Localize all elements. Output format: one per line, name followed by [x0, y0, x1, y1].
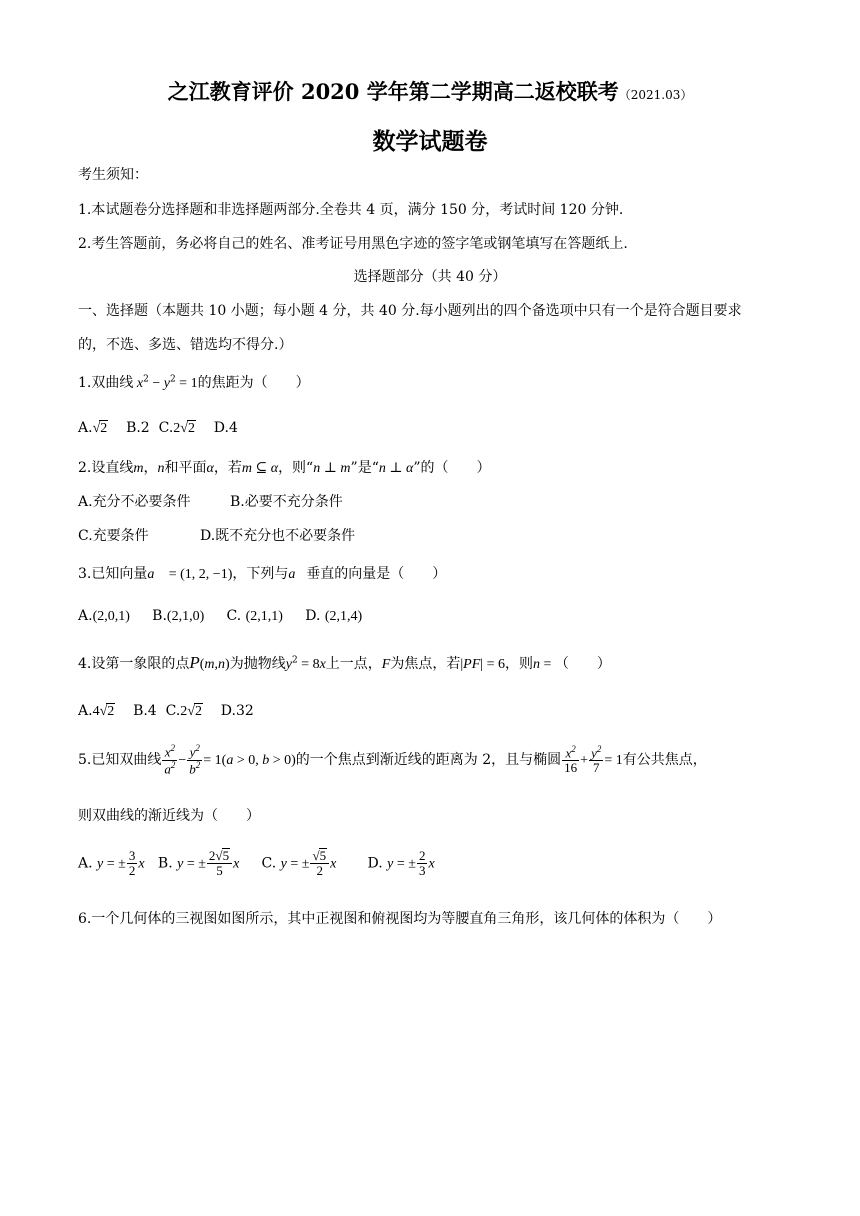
question-6: 6.一个几何体的三视图如图所示，其中正视图和俯视图均为等腰直角三角形，该几何体的体积为（ ） [78, 911, 722, 927]
question-4: 4.设第一象限的点P(m,n)为抛物线$y^2 = 8x$上一点，F为焦点，若|PF| = 6，则n = （ ） [78, 653, 611, 672]
exam-subtitle: 数学试题卷 [372, 128, 488, 155]
notice-item-2: 2.考生答题前，务必将自己的姓名、准考证号用黑色字迹的签字笔或钢笔填写在答题纸上. [78, 236, 628, 252]
section-instructions-2: 的，不选、多选、错选均不得分.） [78, 337, 293, 353]
question-5-options: A. y = ± $\frac{3}{2}$ x B. y = ± $\frac{2√5}{5}$ x C. y = ± $\frac{√5}{2}$ x D. y = ± $\frac{2}{3}$ x [78, 847, 435, 879]
question-5: 5.已知双曲线 $\frac{x^2}{a^2}$ − $\frac{y^2}{b^2}$ = 1(a > 0, b > 0)的一个焦点到渐近线的距离为 2，且与椭圆 $\frac{x^2}{16}$ + $\frac{y^2}{7}$ = 1有公共焦点， [78, 743, 707, 776]
exam-date: （2021.03） [618, 88, 693, 102]
question-2-options-row2: C.充要条件 D.既不充分也不必要条件 [78, 528, 356, 544]
question-5-line2: 则双曲线的渐近线为（ ） [78, 808, 260, 824]
section-instructions-1: 一、选择题（本题共 10 小题；每小题 4 分，共 40 分.每小题列出的四个备选项中只有一个是符合题目要求 [78, 303, 742, 319]
exam-title: 之江教育评价 2020 学年第二学期高二返校联考（2021.03） [167, 79, 693, 104]
notice-item-1: 1.本试题卷分选择题和非选择题两部分.全卷共 4 页，满分 150 分，考试时间 120 分钟. [78, 202, 624, 218]
section-title: 选择题部分（共 40 分） [353, 269, 507, 285]
question-3: 3.已知向量a⃗ = (1, 2, −1)，下列与a⃗垂直的向量是（ ） [78, 566, 447, 582]
question-1: 1.双曲线 $x^2 - y^2 = 1$的焦距为（ ） [78, 374, 310, 391]
question-4-options: A.4√2 B.4 C.2√2 D.32 [78, 703, 254, 719]
question-2: 2.设直线m，n和平面α，若m ⊆ α，则“n ⊥ m”是“n ⊥ α”的（ ） [78, 460, 491, 476]
question-2-options-row1: A.充分不必要条件 B.必要不充分条件 [78, 494, 343, 510]
question-1-options: A.√2 B.2 C.2√2 D.4 [78, 420, 238, 436]
question-3-options: A.(2,0,1) B.(2,1,0) C. (2,1,1) D. (2,1,4) [78, 608, 363, 624]
notice-heading: 考生须知： [78, 167, 148, 183]
